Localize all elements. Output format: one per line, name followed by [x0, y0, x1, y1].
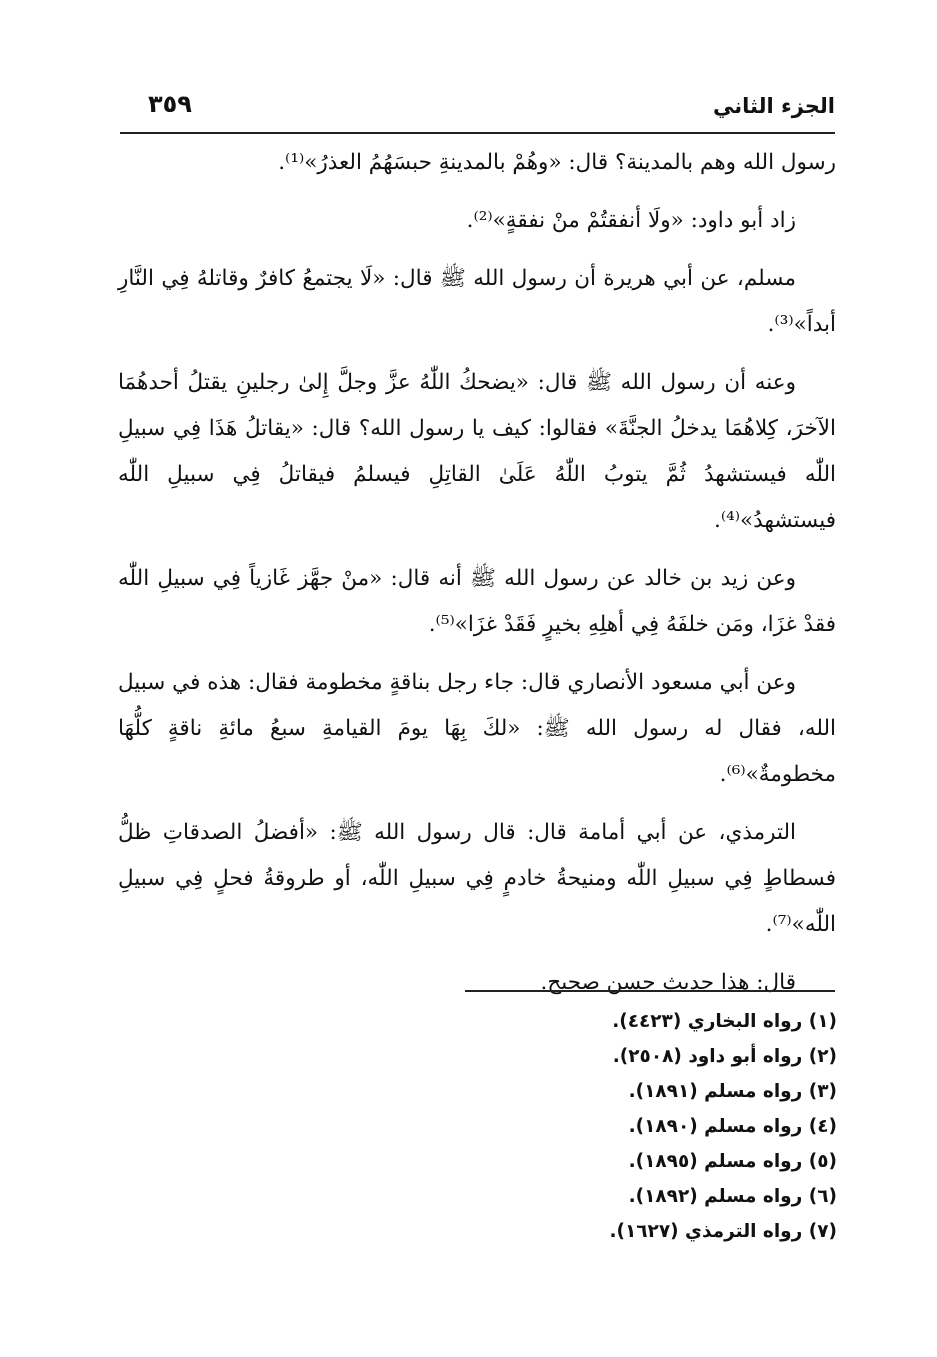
- paragraph: مسلم، عن أبي هريرة أن رسول الله ﷺ قال: «لَا يجتمعُ كافرٌ وقاتلهُ فِي النَّارِ أبداً»⁽³⁾.: [118, 266, 836, 337]
- paragraph: رسول الله وهم بالمدينة؟ قال: «وهُمْ بالمدينةِ حبسَهُمُ العذرُ»⁽¹⁾.: [278, 150, 836, 175]
- footnote: (٦) رواه مسلم (١٨٩٢).: [628, 1186, 837, 1207]
- footnote: (٣) رواه مسلم (١٨٩١).: [628, 1081, 837, 1102]
- footnote: (١) رواه البخاري (٤٤٢٣).: [612, 1011, 837, 1032]
- paragraph: وعن زيد بن خالد عن رسول الله ﷺ أنه قال: «منْ جهَّز غَازياً فِي سبيلِ اللّٰه فقدْ غزَا، ومَن خلفَهُ فِي أهلِهِ بخيرٍ فَقَدْ غزَا»⁽⁵⁾.: [118, 566, 836, 637]
- footnotes-list: [417, 1004, 837, 1249]
- footnote: (٧) رواه الترمذي (١٦٢٧).: [609, 1221, 837, 1242]
- paragraph: زاد أبو داود: «ولَا أنفقتُمْ منْ نفقةٍ»⁽²⁾.: [466, 208, 796, 233]
- paragraph: الترمذي، عن أبي أمامة قال: قال رسول الله ﷺ: «أفضلُ الصدقاتِ ظلُّ فسطاطٍ فِي سبيلِ اللّٰه ومنيحةُ خادمٍ فِي سبيلِ اللّٰه، أو طروقةُ فحلٍ فِي سبيلِ اللّٰه»⁽⁷⁾.: [118, 820, 836, 937]
- paragraph: وعنه أن رسول الله ﷺ قال: «يضحكُ اللّٰهُ عزَّ وجلَّ إِلىٰ رجلينِ يقتلُ أحدهُمَا الآخرَ، كِلاهُمَا يدخلُ الجنَّةَ» فقالوا: كيف يا رسول الله؟ قال: «يقاتلُ هَذَا فِي سبيلِ اللّٰه فيستشهدُ ثُمَّ يتوبُ اللّٰهُ عَلَىٰ القاتِلِ فيسلمُ فيقاتلُ فِي سبيلِ اللّٰه فيستشهدُ»⁽⁴⁾.: [118, 370, 836, 533]
- running-head: [120, 90, 835, 130]
- footnote: (٥) رواه مسلم (١٨٩٥).: [628, 1151, 837, 1172]
- main-text: [118, 140, 836, 1010]
- footnote-separator: [465, 990, 835, 992]
- footnote: (٢) رواه أبو داود (٢٥٠٨).: [612, 1046, 837, 1067]
- footnote: (٤) رواه مسلم (١٨٩٠).: [628, 1116, 837, 1137]
- volume-title: الجزء الثاني: [712, 94, 835, 118]
- paragraph: قال: هذا حديث حسن صحيح.: [540, 970, 796, 995]
- header-rule: [120, 132, 835, 134]
- paragraph: وعن أبي مسعود الأنصاري قال: جاء رجل بناقةٍ مخطومة فقال: هذه في سبيل الله، فقال له رسول الله ﷺ: «لكَ بِهَا يومَ القيامةِ سبعُ مائةِ ناقةٍ كلُّهَا مخطومةٌ»⁽⁶⁾.: [118, 670, 836, 787]
- page-number: ٣٥٩: [148, 90, 192, 118]
